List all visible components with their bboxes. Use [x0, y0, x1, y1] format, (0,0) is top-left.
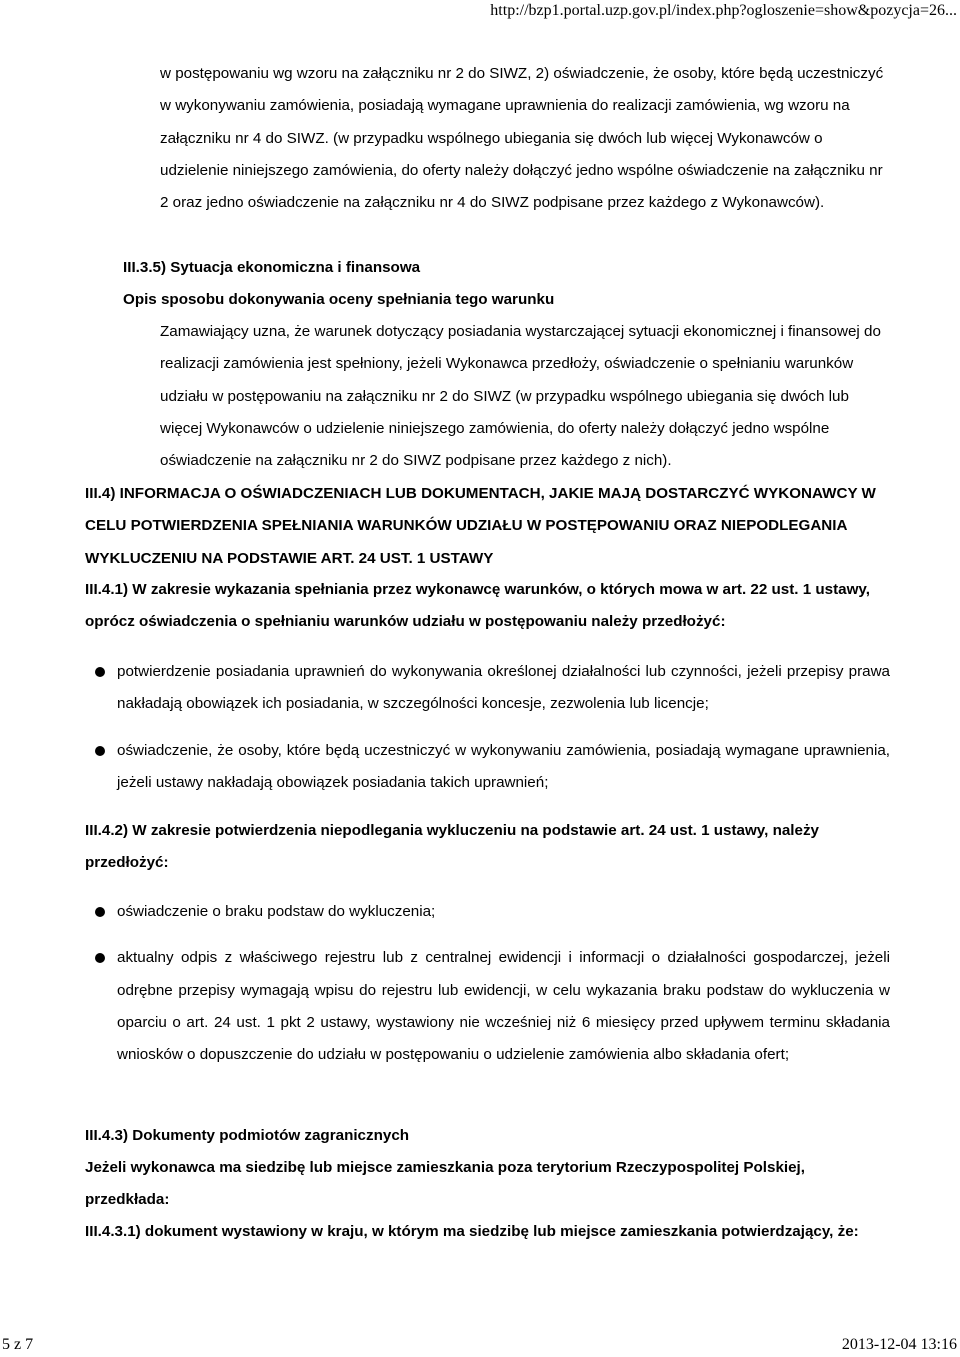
heading-opis-sposobu: Opis sposobu dokonywania oceny spełniania tego warunku: [123, 291, 555, 308]
paragraph-oswiadczenia: w postępowaniu wg wzoru na załączniku nr 2 do SIWZ, 2) oświadczenie, że osoby, które będą uczestniczyć w wykonywaniu zamówienia, posiadają wymagane uprawnienia do realizacji zamówienia, wg wzoru na załączniku nr 4 do SIWZ. (w przypadku wspólnego ubiegania się dwóch lub więcej Wykonawców o udzielenie niniejszego zamówienia, do oferty należy dołączyć jedno wspólne oświadczenie na załączniku nr 2 oraz jedno oświadczenie na załączniku nr 4 do SIWZ podpisane przez każdego z Wykonawców).: [160, 65, 884, 212]
list-item: oświadczenie, że osoby, które będą uczestniczyć w wykonywaniu zamówienia, posiadają wymagane uprawnienia, jeżeli ustawy nakładają obowiązek posiadania takich uprawnień;: [85, 735, 890, 800]
bullet-icon: [95, 953, 105, 963]
heading-iii-4-3-1: III.4.3.1) dokument wystawiony w kraju, w którym ma siedzibę lub miejsce zamieszkania potwierdzający, że:: [85, 1223, 859, 1240]
list-dokumenty-warunki: [85, 656, 890, 799]
bullet-icon: [95, 907, 105, 917]
heading-podmioty-zagraniczne: Jeżeli wykonawca ma siedzibę lub miejsce zamieszkania poza terytorium Rzeczypospolitej Polskiej, przedkłada:: [85, 1159, 805, 1209]
list-dokumenty-wykluczenie: [85, 896, 890, 1071]
list-item: potwierdzenie posiadania uprawnień do wykonywania określonej działalności lub czynności, jeżeli przepisy prawa nakładają obowiązek ich posiadania, w szczególności koncesje, zezwolenia lub licencje;: [85, 656, 890, 721]
list-item: oświadczenie o braku podstaw do wykluczenia;: [85, 896, 890, 928]
heading-iii-4-2: III.4.2) W zakresie potwierdzenia niepodlegania wykluczeniu na podstawie art. 24 ust. 1 ustawy, należy przedłożyć:: [85, 822, 819, 872]
list-item: aktualny odpis z właściwego rejestru lub z centralnej ewidencji i informacji o działalności gospodarczej, jeżeli odrębne przepisy wymagają wpisu do rejestru lub ewidencji, w celu wykazania braku podstaw do wykluczenia w oparciu o art. 24 ust. 1 pkt 2 ustawy, wystawiony nie wcześniej niż 6 miesięcy przed upływem terminu składania wniosków o dopuszczenie do udziału w postępowaniu o udzielenie zamówienia albo składania ofert;: [85, 942, 890, 1071]
print-datetime: 2013-12-04 13:16: [841, 1336, 957, 1353]
heading-iii-3-5: III.3.5) Sytuacja ekonomiczna i finansowa: [123, 259, 421, 276]
bullet-icon: [95, 667, 105, 677]
heading-iii-4-1: III.4.1) W zakresie wykazania spełniania przez wykonawcę warunków, o których mowa w art. 22 ust. 1 ustawy, oprócz oświadczenia o spełnianiu warunków udziału w postępowaniu należy przedłożyć:: [85, 581, 870, 631]
paragraph-sytuacja-ekonomiczna: Zamawiający uzna, że warunek dotyczący posiadania wystarczającej sytuacji ekonomicznej i finansowej do realizacji zamówienia jest spełniony, jeżeli Wykonawca przedłoży, oświadczenie o spełnianiu warunków udziału w postępowaniu na załączniku nr 2 do SIWZ (w przypadku wspólnego ubiegania się dwóch lub więcej Wykonawców o udzielenie niniejszego zamówienia, do oferty należy dołączyć jedno wspólne oświadczenie na załączniku nr 2 do SIWZ podpisane przez każdego z nich).: [160, 323, 881, 470]
heading-iii-4: III.4) INFORMACJA O OŚWIADCZENIACH LUB DOKUMENTACH, JAKIE MAJĄ DOSTARCZYĆ WYKONAWCY W CELU POTWIERDZENIA SPEŁNIANIA WARUNKÓW UDZIAŁU W POSTĘPOWANIU ORAZ NIEPODLEGANIA WYKLUCZENIU NA PODSTAWIE ART. 24 UST. 1 USTAWY: [85, 485, 876, 567]
page-url-header: http://bzp1.portal.uzp.gov.pl/index.php?ogloszenie=show&pozycja=26...: [490, 2, 957, 19]
bullet-icon: [95, 746, 105, 756]
heading-iii-4-3: III.4.3) Dokumenty podmiotów zagranicznych: [85, 1127, 410, 1144]
page-number: 5 z 7: [2, 1336, 34, 1353]
